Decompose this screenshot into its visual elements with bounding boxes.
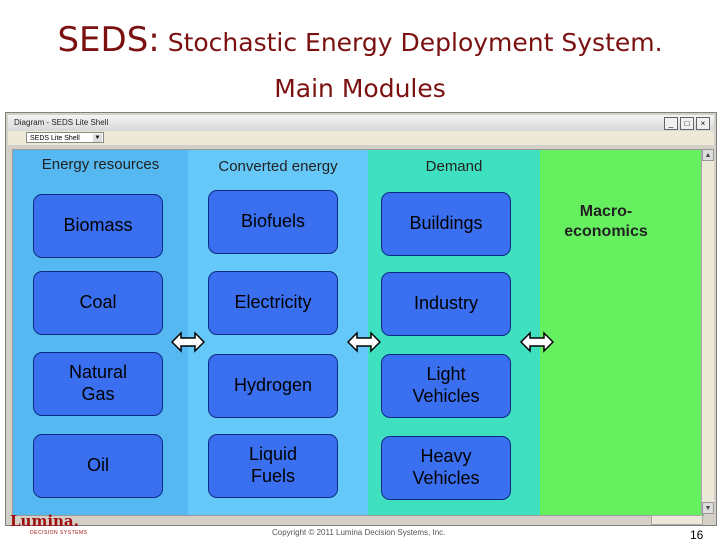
column-header-demand: Demand (425, 158, 483, 175)
macroeconomics-label-line: Macro- (579, 203, 633, 220)
minimize-button[interactable]: _ (664, 117, 678, 130)
node-label: Biofuels (240, 211, 306, 232)
window-titlebar[interactable] (8, 115, 714, 131)
slide-title-rest: Stochastic Energy Deployment System. (159, 28, 663, 57)
column-header-energy-resources: Energy resources (41, 156, 160, 173)
logo-subtext: DECISION SYSTEMS (30, 530, 88, 536)
macroeconomics-label-line: economics (564, 222, 648, 240)
node-biomass[interactable] (33, 194, 163, 258)
node-label: Fuels (250, 466, 295, 486)
node-label: Industry (413, 293, 479, 314)
double-arrow-icon (520, 331, 554, 353)
column-header-converted-energy: Converted energy (218, 158, 338, 175)
node-oil[interactable] (33, 434, 163, 498)
slide-title (0, 20, 720, 60)
node-label: Heavy (420, 446, 472, 467)
slide-subtitle: Main Modules (274, 74, 446, 103)
node-label: Buildings (409, 213, 483, 234)
node-buildings[interactable] (381, 192, 511, 256)
lumina-logo (8, 512, 100, 538)
node-light-vehicles[interactable] (381, 354, 511, 418)
node-label: Liquid (248, 444, 298, 465)
chevron-down-icon[interactable]: ▼ (94, 135, 101, 141)
macroeconomics-label (546, 202, 666, 241)
double-arrow-icon (171, 331, 205, 353)
node-label: Gas (81, 384, 115, 404)
maximize-button[interactable]: □ (680, 117, 694, 130)
node-biofuels[interactable] (208, 190, 338, 254)
node-natural-gas[interactable] (33, 352, 163, 416)
node-label: Biomass (63, 215, 133, 236)
node-coal[interactable] (33, 271, 163, 335)
vertical-scrollbar[interactable] (701, 149, 714, 514)
slide-title-prefix: SEDS: (57, 20, 160, 60)
node-label: Vehicles (412, 468, 480, 488)
copyright-text: Copyright © 2011 Lumina Decision Systems, Inc. (272, 528, 446, 537)
scroll-up-icon[interactable]: ▲ (702, 149, 714, 161)
node-industry[interactable] (381, 272, 511, 336)
node-liquid-fuels[interactable] (208, 434, 338, 498)
node-heavy-vehicles[interactable] (381, 436, 511, 500)
window-controls (664, 117, 710, 130)
diagram-window (5, 112, 717, 526)
logo-text: Lumina. (10, 512, 79, 530)
node-label: Coal (79, 292, 117, 313)
node-label: Oil (87, 455, 109, 476)
node-hydrogen[interactable] (208, 354, 338, 418)
module-dropdown-value: SEDS Lite Shell (30, 135, 80, 142)
window-toolbar (8, 131, 714, 145)
scroll-down-icon[interactable]: ▼ (702, 502, 714, 514)
node-label: Natural (68, 362, 128, 383)
node-electricity[interactable] (208, 271, 338, 335)
horizontal-scrollbar[interactable] (651, 515, 703, 525)
window-title: Diagram - SEDS Lite Shell (14, 118, 109, 127)
module-dropdown[interactable] (26, 132, 104, 143)
page-number: 16 (690, 528, 704, 542)
double-arrow-icon (347, 331, 381, 353)
node-label: Light (426, 364, 466, 385)
node-label: Hydrogen (233, 375, 313, 396)
node-label: Vehicles (412, 386, 480, 406)
node-label: Electricity (234, 292, 312, 313)
close-button[interactable]: × (696, 117, 710, 130)
